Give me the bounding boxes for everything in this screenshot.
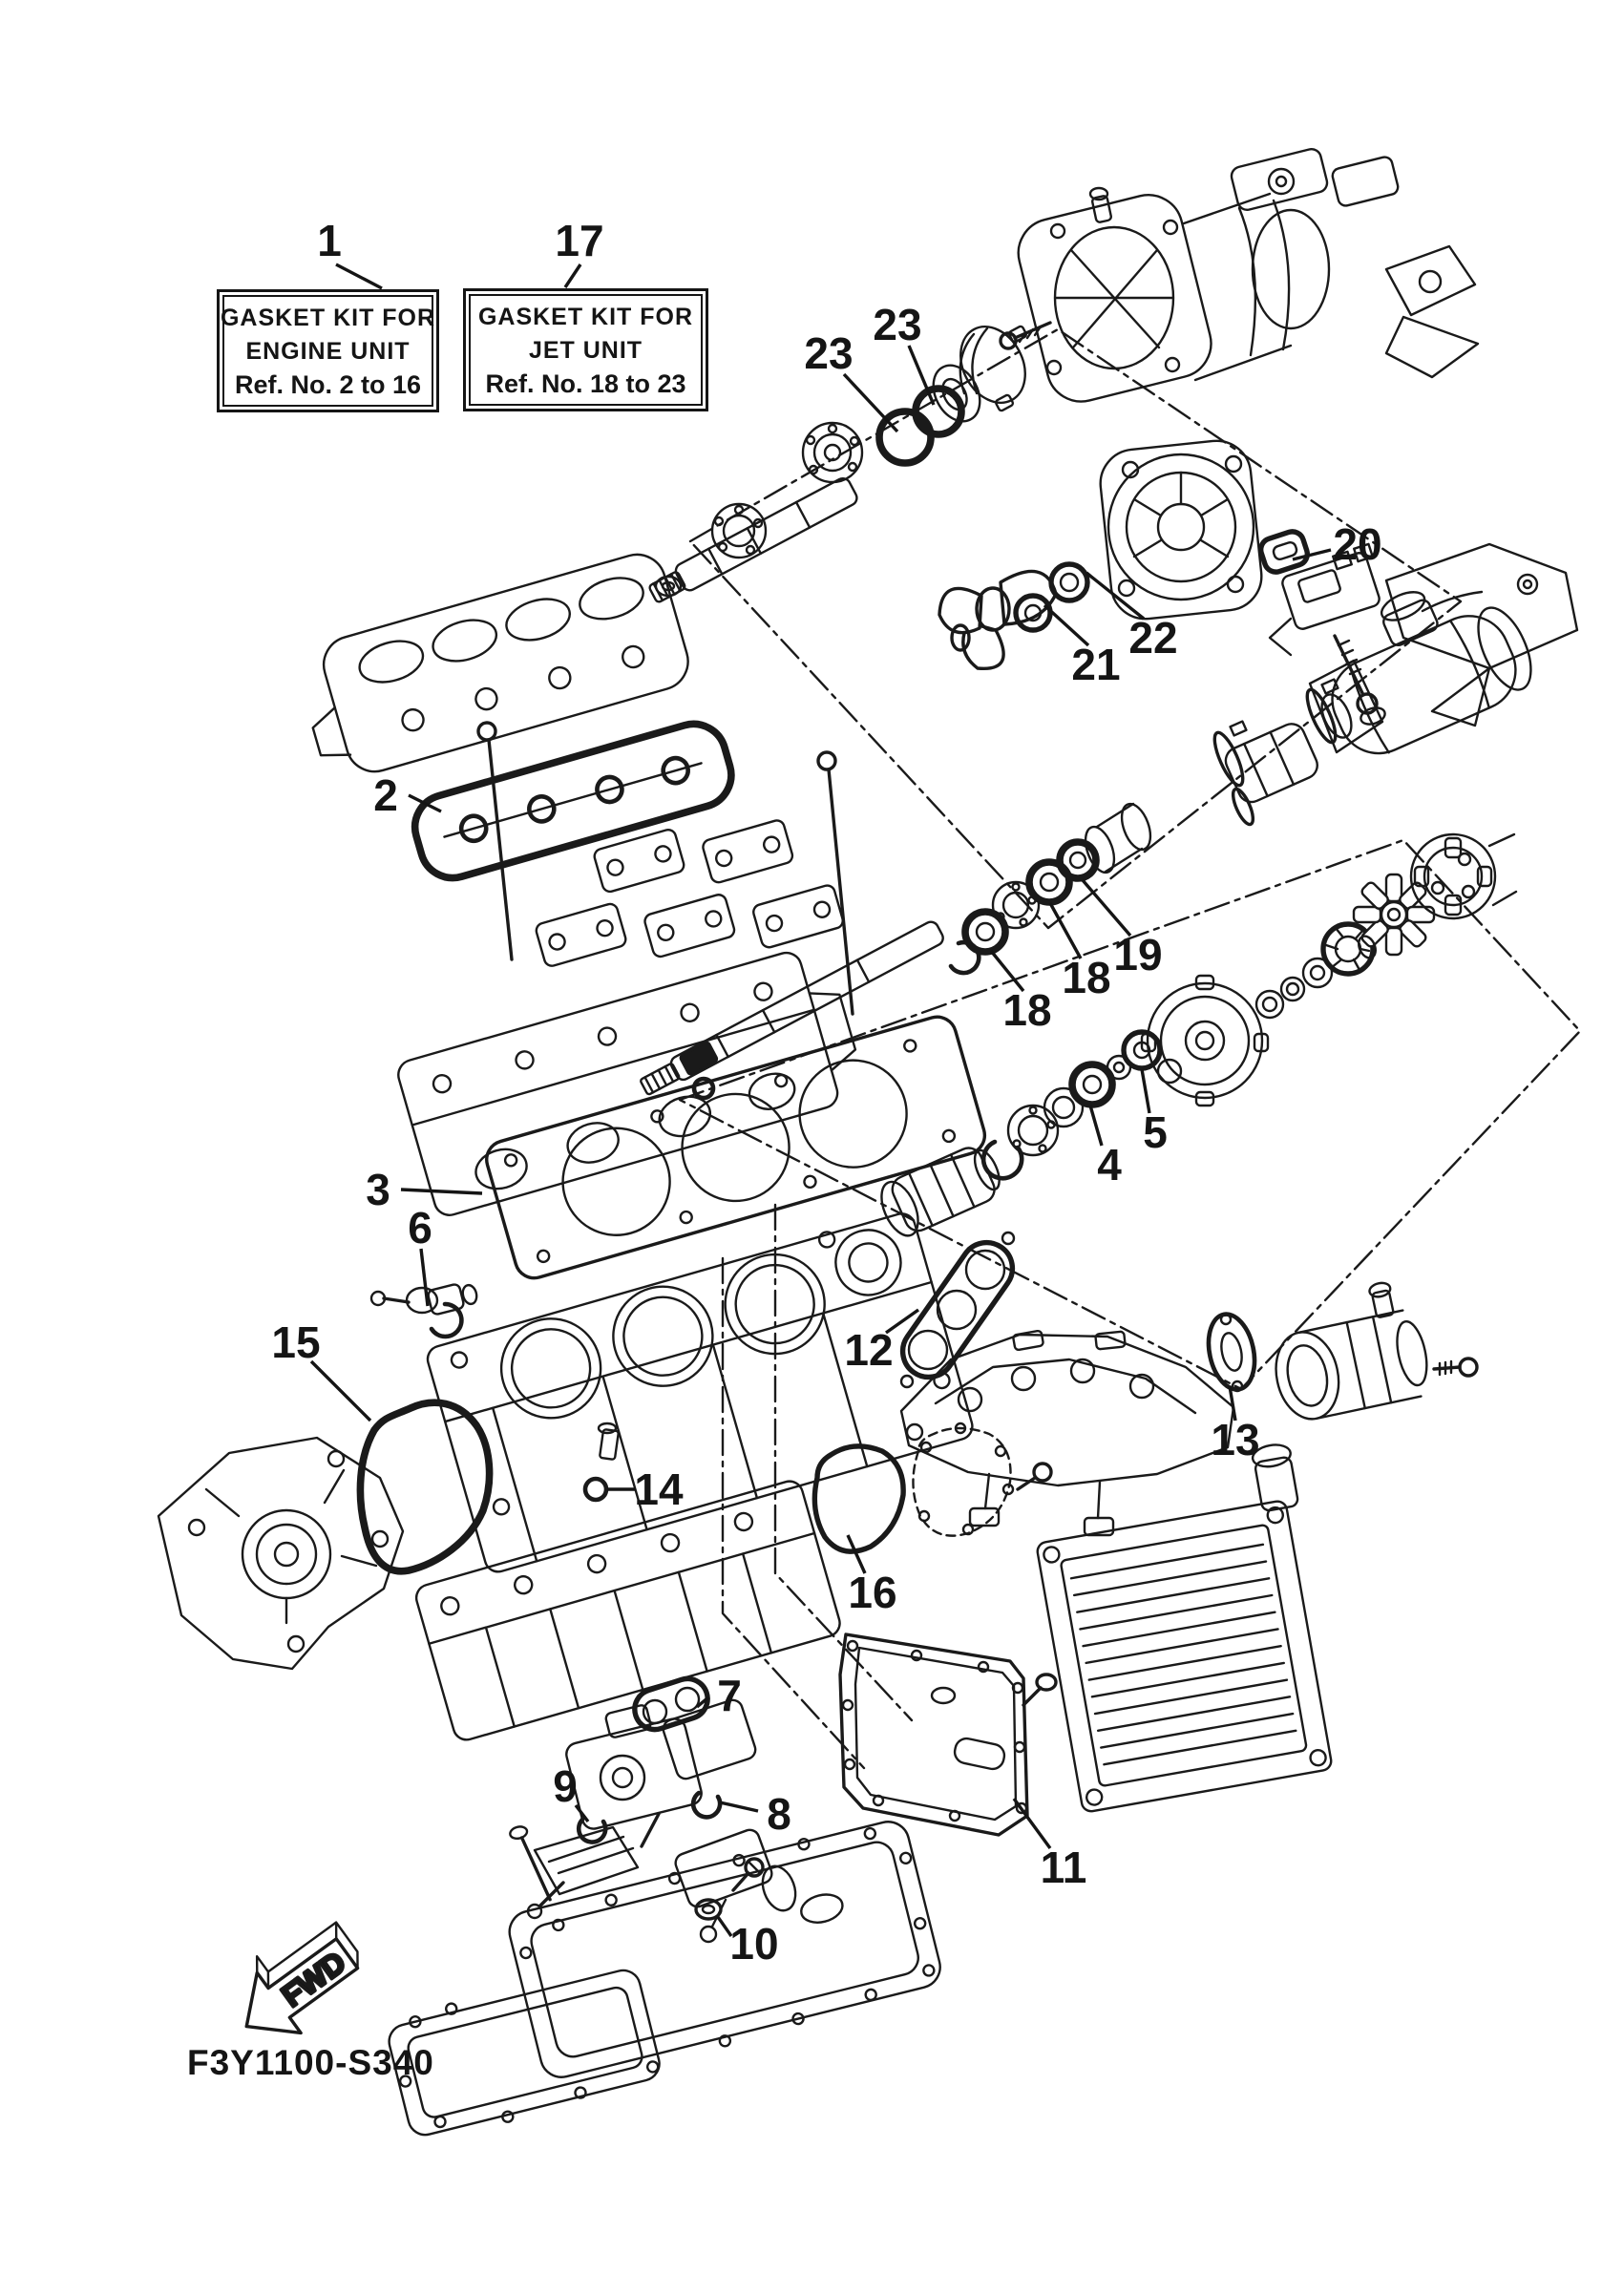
fwd-arrow <box>217 1906 376 2056</box>
exhaust-manifold-gasket <box>893 1232 1022 1387</box>
oil-pan <box>346 1736 952 2145</box>
callout-2: 2 <box>373 770 398 820</box>
clip-8 <box>693 1793 720 1817</box>
exhaust-gasket-20 <box>1258 529 1311 575</box>
callout-8: 8 <box>767 1789 791 1839</box>
drawing-code: F3Y1100-S340 <box>187 2043 434 2082</box>
leader-17 <box>565 264 580 287</box>
fwd-label: FWD <box>275 1944 352 2013</box>
coupler-bearing-row <box>983 1032 1160 1178</box>
jet-pump-housing <box>1011 147 1478 409</box>
gasket-kit-box-engine <box>217 289 439 412</box>
impeller-duct <box>1097 437 1265 622</box>
callout-23: 23 <box>804 328 854 378</box>
impeller-seal-22 <box>1051 564 1087 600</box>
o-ring-14 <box>585 1479 606 1500</box>
leader-3 <box>401 1190 482 1193</box>
valve-cover <box>291 548 695 786</box>
breather-gasket-16 <box>814 1446 903 1551</box>
callout-13: 13 <box>1211 1415 1260 1464</box>
leader-22 <box>1086 573 1144 619</box>
exhaust-hose <box>1221 720 1321 807</box>
coupling-flange <box>1142 976 1268 1106</box>
callout-9: 9 <box>553 1761 578 1811</box>
oil-cooler-gasket <box>840 1634 1027 1835</box>
pump-stay <box>1386 544 1577 726</box>
o-ring-23b <box>916 389 961 434</box>
impeller <box>939 571 1056 668</box>
shaft-coupler <box>875 1140 1008 1241</box>
callout-1: 1 <box>317 216 342 265</box>
kit-box-line: Ref. No. 2 to 16 <box>234 369 422 399</box>
kit-box-line: JET UNIT <box>528 336 643 364</box>
callout-16: 16 <box>848 1568 897 1617</box>
callout-22: 22 <box>1128 613 1178 663</box>
leader-15 <box>311 1361 370 1421</box>
kit-box-line: ENGINE UNIT <box>245 337 411 365</box>
pump-bearing-upper <box>803 423 862 482</box>
oil-cooler <box>1026 1443 1346 1813</box>
callout-7: 7 <box>717 1671 742 1720</box>
water-pipe-bolt <box>1434 1359 1477 1376</box>
leader-6 <box>421 1249 428 1306</box>
callout-20: 20 <box>1333 519 1382 569</box>
callout-15: 15 <box>271 1317 321 1367</box>
callout-6: 6 <box>408 1203 432 1253</box>
callout-4: 4 <box>1097 1140 1122 1190</box>
callout-14: 14 <box>634 1464 684 1514</box>
callout-3: 3 <box>366 1165 390 1214</box>
cam-caps <box>519 790 845 1008</box>
callout-17: 17 <box>555 216 604 265</box>
callout-12: 12 <box>844 1325 894 1375</box>
pipe-gasket-13 <box>1202 1310 1261 1394</box>
kit-box-line: Ref. No. 18 to 23 <box>485 369 686 398</box>
generator-cover <box>158 1438 403 1669</box>
callout-23: 23 <box>873 300 922 349</box>
fan-coupling <box>1354 874 1434 960</box>
callout-18: 18 <box>1062 953 1111 1002</box>
drive-shaft <box>638 919 945 1099</box>
oil-pump <box>528 1697 801 1942</box>
leader-20 <box>1293 550 1331 559</box>
gasket-kit-box-jet <box>463 288 708 411</box>
leader-19 <box>1083 880 1130 936</box>
water-pipe <box>1262 1276 1435 1424</box>
washer-bolt-10 <box>696 1859 763 1919</box>
kit-box-line: GASKET KIT FOR <box>220 304 436 331</box>
coupling-parts-row <box>1256 924 1373 1018</box>
leader-8 <box>720 1802 758 1811</box>
breather-cover <box>913 1423 1051 1536</box>
leader-1 <box>336 264 382 288</box>
valve-cover-gasket <box>408 716 739 885</box>
kit-box-line: GASKET KIT FOR <box>477 303 694 330</box>
cylinder-head <box>395 941 869 1218</box>
leader-23 <box>844 374 897 432</box>
pump-shaft <box>646 475 859 607</box>
leader-11 <box>1014 1799 1050 1848</box>
callout-5: 5 <box>1143 1107 1168 1157</box>
callout-19: 19 <box>1113 930 1163 979</box>
callout-10: 10 <box>729 1919 779 1969</box>
cooler-bolt <box>1023 1675 1056 1705</box>
callout-18: 18 <box>1002 985 1052 1035</box>
dowel-14 <box>599 1423 619 1460</box>
callout-21: 21 <box>1071 640 1121 689</box>
callout-11: 11 <box>1040 1843 1087 1892</box>
leader-lines <box>311 264 1331 1936</box>
leader-18 <box>1050 903 1081 958</box>
